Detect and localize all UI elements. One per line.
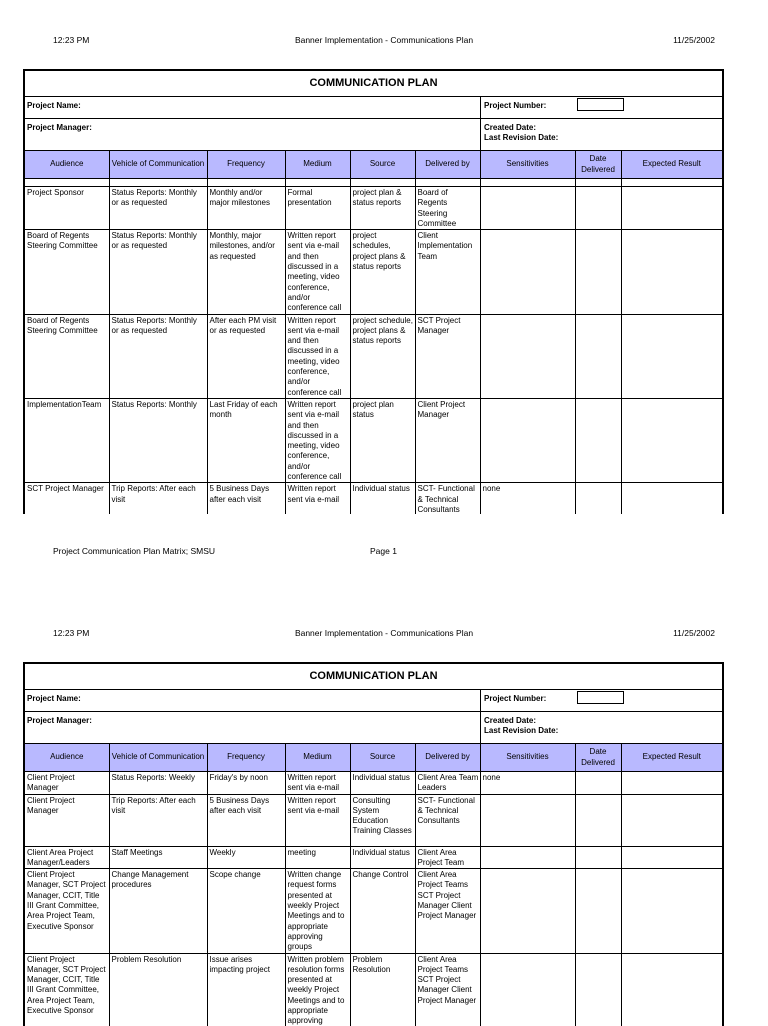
project-number-label: Project Number: bbox=[484, 694, 547, 703]
date-delivered-cell bbox=[575, 953, 621, 1026]
project-manager-row bbox=[25, 712, 722, 744]
frequency-cell: After each PM visit or as requested bbox=[207, 314, 285, 398]
table-row bbox=[25, 398, 722, 482]
date-delivered-header: Date Delivered bbox=[575, 744, 621, 772]
page-header bbox=[0, 35, 768, 49]
sensitivities-cell bbox=[480, 953, 575, 1026]
plan-table-body bbox=[25, 151, 722, 514]
header-date: 11/25/2002 bbox=[673, 628, 715, 638]
expected-result-cell bbox=[621, 869, 722, 953]
expected-result-cell bbox=[621, 230, 722, 314]
audience-cell: ImplementationTeam bbox=[25, 398, 109, 482]
sensitivities-cell bbox=[480, 794, 575, 846]
project-number-box bbox=[577, 98, 624, 111]
header-title: Banner Implementation - Communications Plan bbox=[294, 35, 474, 45]
date-delivered-cell bbox=[575, 846, 621, 869]
date-delivered-cell bbox=[575, 869, 621, 953]
medium-cell: Written report sent via e-mail bbox=[285, 794, 350, 846]
audience-cell: Board of Regents Steering Committee bbox=[25, 230, 109, 314]
plan-table-body bbox=[25, 744, 722, 1026]
expected-result-cell bbox=[621, 314, 722, 398]
medium-header: Medium bbox=[285, 744, 350, 772]
project-manager-label: Project Manager: bbox=[27, 716, 92, 725]
table-row bbox=[25, 846, 722, 869]
project-name-row bbox=[25, 690, 722, 712]
frequency-cell: Friday's by noon bbox=[207, 772, 285, 795]
frequency-header: Frequency bbox=[207, 744, 285, 772]
vehicle-cell: Trip Reports: After each visit bbox=[109, 794, 207, 846]
table-row bbox=[25, 953, 722, 1026]
vehicle-cell: Status Reports: Monthly bbox=[109, 398, 207, 482]
column-header-row bbox=[25, 744, 722, 772]
source-cell: Individual status bbox=[350, 483, 415, 514]
source-cell: Individual status bbox=[350, 846, 415, 869]
vehicle-cell: Status Reports: Weekly bbox=[109, 772, 207, 795]
plan-title: COMMUNICATION PLAN bbox=[25, 71, 722, 97]
date-delivered-cell bbox=[575, 187, 621, 230]
expected-result-cell bbox=[621, 398, 722, 482]
frequency-cell: 5 Business Days after each visit bbox=[207, 794, 285, 846]
source-cell: project schedule, project plans & status reports bbox=[350, 314, 415, 398]
plan-title: COMMUNICATION PLAN bbox=[25, 664, 722, 690]
sensitivities-cell bbox=[480, 846, 575, 869]
project-name-row bbox=[25, 97, 722, 119]
expected-result-cell bbox=[621, 772, 722, 795]
footer-page: Page 1 bbox=[370, 546, 397, 556]
audience-cell: Client Project Manager, SCT Project Manager, CCIT, Title III Grant Committee, Area Project Team, Executive Sponsor bbox=[25, 953, 109, 1026]
sensitivities-cell: none bbox=[480, 772, 575, 795]
source-cell: Individual status bbox=[350, 772, 415, 795]
delivered-by-cell: SCT Project Manager bbox=[415, 314, 480, 398]
plan-table bbox=[25, 151, 722, 514]
table-row bbox=[25, 794, 722, 846]
audience-cell: SCT Project Manager bbox=[25, 483, 109, 514]
table-row bbox=[25, 772, 722, 795]
delivered-by-cell: SCT- Functional & Technical Consultants bbox=[415, 794, 480, 846]
sensitivities-cell bbox=[480, 314, 575, 398]
table-row bbox=[25, 869, 722, 953]
audience-cell: Client Project Manager bbox=[25, 794, 109, 846]
project-name-label: Project Name: bbox=[27, 101, 81, 110]
audience-cell: Project Sponsor bbox=[25, 187, 109, 230]
page-header bbox=[0, 628, 768, 642]
table-row bbox=[25, 314, 722, 398]
column-header-row bbox=[25, 151, 722, 179]
frequency-header: Frequency bbox=[207, 151, 285, 179]
date-delivered-cell bbox=[575, 398, 621, 482]
delivered-by-cell: Client Area Project Teams SCT Project Manager Client Project Manager bbox=[415, 869, 480, 953]
delivered-by-header: Delivered by bbox=[415, 744, 480, 772]
expected-result-header: Expected Result bbox=[621, 744, 722, 772]
sensitivities-cell: none bbox=[480, 483, 575, 514]
delivered-by-cell: Client Area Project Team bbox=[415, 846, 480, 869]
header-time: 12:23 PM bbox=[53, 35, 90, 45]
project-manager-label: Project Manager: bbox=[27, 123, 92, 132]
expected-result-header: Expected Result bbox=[621, 151, 722, 179]
expected-result-cell bbox=[621, 187, 722, 230]
table-row bbox=[25, 230, 722, 314]
sensitivities-header: Sensitivities bbox=[480, 744, 575, 772]
date-delivered-cell bbox=[575, 314, 621, 398]
vehicle-header: Vehicle of Communication bbox=[109, 744, 207, 772]
frequency-cell: Scope change bbox=[207, 869, 285, 953]
delivered-by-cell: Client Implementation Team bbox=[415, 230, 480, 314]
medium-cell: Formal presentation bbox=[285, 187, 350, 230]
delivered-by-cell: Client Project Manager bbox=[415, 398, 480, 482]
date-delivered-cell bbox=[575, 794, 621, 846]
source-cell: Problem Resolution bbox=[350, 953, 415, 1026]
delivered-by-cell: Board of Regents Steering Committee bbox=[415, 187, 480, 230]
frequency-cell: Weekly bbox=[207, 846, 285, 869]
expected-result-cell bbox=[621, 483, 722, 514]
source-header: Source bbox=[350, 151, 415, 179]
vehicle-cell: Status Reports: Monthly or as requested bbox=[109, 187, 207, 230]
sensitivities-cell bbox=[480, 398, 575, 482]
date-delivered-header: Date Delivered bbox=[575, 151, 621, 179]
frequency-cell: 5 Business Days after each visit bbox=[207, 483, 285, 514]
sensitivities-cell bbox=[480, 187, 575, 230]
vehicle-header: Vehicle of Communication bbox=[109, 151, 207, 179]
audience-cell: Client Project Manager, SCT Project Manager, CCIT, Title III Grant Committee, Area Project Team, Executive Sponsor bbox=[25, 869, 109, 953]
date-delivered-cell bbox=[575, 483, 621, 514]
frequency-cell: Last Friday of each month bbox=[207, 398, 285, 482]
plan-table bbox=[25, 744, 722, 1026]
header-time: 12:23 PM bbox=[53, 628, 90, 638]
audience-header: Audience bbox=[25, 744, 109, 772]
sensitivities-cell bbox=[480, 230, 575, 314]
expected-result-cell bbox=[621, 953, 722, 1026]
project-number-box bbox=[577, 691, 624, 704]
medium-cell: meeting bbox=[285, 846, 350, 869]
created-date-label: Created Date: bbox=[484, 123, 537, 132]
project-number-label: Project Number: bbox=[484, 101, 547, 110]
page-footer bbox=[0, 546, 768, 560]
last-revision-label: Last Revision Date: bbox=[484, 133, 559, 142]
audience-header: Audience bbox=[25, 151, 109, 179]
footer-left: Project Communication Plan Matrix; SMSU bbox=[53, 546, 216, 556]
medium-cell: Written report sent via e-mail and then discussed in a meeting, video conference, and/or conference call bbox=[285, 314, 350, 398]
vehicle-cell: Status Reports: Monthly or as requested bbox=[109, 230, 207, 314]
communication-plan-sheet bbox=[23, 662, 724, 1026]
audience-cell: Client Project Manager bbox=[25, 772, 109, 795]
medium-cell: Written change request forms presented at weekly Project Meetings and to appropriate approving groups bbox=[285, 869, 350, 953]
source-cell: Change Control bbox=[350, 869, 415, 953]
medium-header: Medium bbox=[285, 151, 350, 179]
date-delivered-cell bbox=[575, 772, 621, 795]
vehicle-cell: Change Management procedures bbox=[109, 869, 207, 953]
delivered-by-cell: SCT- Functional & Technical Consultants bbox=[415, 483, 480, 514]
table-row bbox=[25, 187, 722, 230]
spacer-row bbox=[25, 179, 722, 187]
expected-result-cell bbox=[621, 794, 722, 846]
medium-cell: Written report sent via e-mail and then discussed in a meeting, video conference, and/or conference call bbox=[285, 398, 350, 482]
source-cell: project schedules, project plans & status reports bbox=[350, 230, 415, 314]
project-manager-row bbox=[25, 119, 722, 151]
medium-cell: Written problem resolution forms presented at weekly Project Meetings and to appropriate approving bbox=[285, 953, 350, 1026]
table-row bbox=[25, 483, 722, 514]
source-cell: Consulting System Education Training Classes bbox=[350, 794, 415, 846]
frequency-cell: Monthly, major milestones, and/or as requested bbox=[207, 230, 285, 314]
last-revision-label: Last Revision Date: bbox=[484, 726, 559, 735]
sensitivities-header: Sensitivities bbox=[480, 151, 575, 179]
vehicle-cell: Trip Reports: After each visit bbox=[109, 483, 207, 514]
created-date-label: Created Date: bbox=[484, 716, 537, 725]
delivered-by-cell: Client Area Project Teams SCT Project Manager Client Project Manager bbox=[415, 953, 480, 1026]
source-cell: project plan & status reports bbox=[350, 187, 415, 230]
audience-cell: Client Area Project Manager/Leaders bbox=[25, 846, 109, 869]
delivered-by-header: Delivered by bbox=[415, 151, 480, 179]
header-title: Banner Implementation - Communications Plan bbox=[294, 628, 474, 638]
frequency-cell: Monthly and/or major milestones bbox=[207, 187, 285, 230]
vehicle-cell: Status Reports: Monthly or as requested bbox=[109, 314, 207, 398]
vehicle-cell: Staff Meetings bbox=[109, 846, 207, 869]
date-delivered-cell bbox=[575, 230, 621, 314]
sensitivities-cell bbox=[480, 869, 575, 953]
delivered-by-cell: Client Area Team Leaders bbox=[415, 772, 480, 795]
header-date: 11/25/2002 bbox=[673, 35, 715, 45]
vehicle-cell: Problem Resolution bbox=[109, 953, 207, 1026]
source-cell: project plan status bbox=[350, 398, 415, 482]
medium-cell: Written report sent via e-mail bbox=[285, 483, 350, 514]
medium-cell: Written report sent via e-mail and then discussed in a meeting, video conference, and/or conference call bbox=[285, 230, 350, 314]
medium-cell: Written report sent via e-mail bbox=[285, 772, 350, 795]
communication-plan-sheet bbox=[23, 69, 724, 514]
expected-result-cell bbox=[621, 846, 722, 869]
audience-cell: Board of Regents Steering Committee bbox=[25, 314, 109, 398]
frequency-cell: Issue arises impacting project bbox=[207, 953, 285, 1026]
project-name-label: Project Name: bbox=[27, 694, 81, 703]
source-header: Source bbox=[350, 744, 415, 772]
